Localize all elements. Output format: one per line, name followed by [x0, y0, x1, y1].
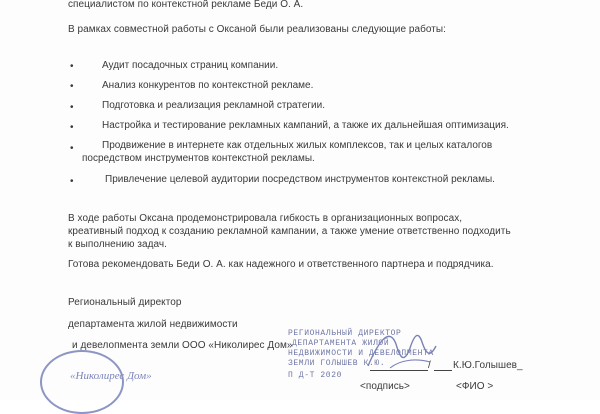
paragraph-line: В ходе работы Оксана продемонстрировала гибкость в организационных вопросах, — [68, 213, 463, 224]
paragraph-line: к выполнению задач. — [68, 239, 167, 250]
signer-title: Региональный директор — [68, 297, 182, 308]
signer-name: К.Ю.Голышев_ — [453, 360, 523, 371]
work-item: Настройка и тестирование рекламных кампаний, а также их дальнейшая оптимизация. — [102, 120, 509, 131]
slash-separator: / — [428, 360, 431, 371]
bullet-mark: • — [70, 176, 74, 187]
stamp-line: П Д-Т 2020 — [288, 371, 343, 380]
company-seal — [40, 350, 124, 414]
letter-opening-line: специалистом по контекстной рекламе Беди О. А. — [68, 0, 304, 10]
signer-department: департамента жилой недвижимости — [68, 319, 238, 330]
signer-company: и девелопмента земли ООО «Николирес Дом» — [72, 340, 293, 351]
name-line-prefix — [434, 370, 452, 371]
stamp-line: ДЕПАРТАМЕНТА ЖИЛОЙ — [292, 339, 390, 348]
stamp-line: ЗЕМЛИ ГОЛЫШЕВ К.Ю. — [288, 359, 386, 368]
work-item: Аудит посадочных страниц компании. — [102, 60, 279, 71]
work-item: Подготовка и реализация рекламной стратегии. — [102, 100, 325, 111]
work-item: Анализ конкурентов по контекстной рекламе. — [102, 80, 314, 91]
name-caption: <ФИО > — [456, 381, 494, 392]
bullet-mark: • — [70, 122, 74, 133]
recommendation-line: Готова рекомендовать Беди О. А. как надежного и ответственного партнера и подрядчика. — [68, 259, 494, 270]
bullet-mark: • — [70, 143, 74, 154]
seal-text: «Николирес Дом» — [70, 370, 152, 382]
signature-caption: <подпись> — [360, 381, 410, 392]
work-item: Продвижение в интернете как отдельных жилых комплексов, так и целых каталогов посредством инструментов контекстной рекламы. — [82, 140, 493, 164]
stamp-line: РЕГИОНАЛЬНЫЙ ДИРЕКТОР — [288, 329, 402, 338]
signature-line — [370, 370, 428, 371]
stamp-line: НЕДВИЖИМОСТИ И ДЕВЕЛОПМЕНТА — [288, 349, 434, 358]
handwritten-signature — [360, 318, 450, 378]
bullet-mark: • — [70, 81, 74, 92]
works-intro: В рамках совместной работы с Оксаной были реализованы следующие работы: — [68, 24, 446, 35]
work-item: Привлечение целевой аудитории посредством инструментов контекстной рекламы. — [105, 174, 495, 185]
bullet-mark: • — [70, 102, 74, 113]
paragraph-line: креативный подход к созданию рекламной кампании, а также умение ответственно подходить — [68, 226, 511, 237]
bullet-mark: • — [70, 61, 74, 72]
